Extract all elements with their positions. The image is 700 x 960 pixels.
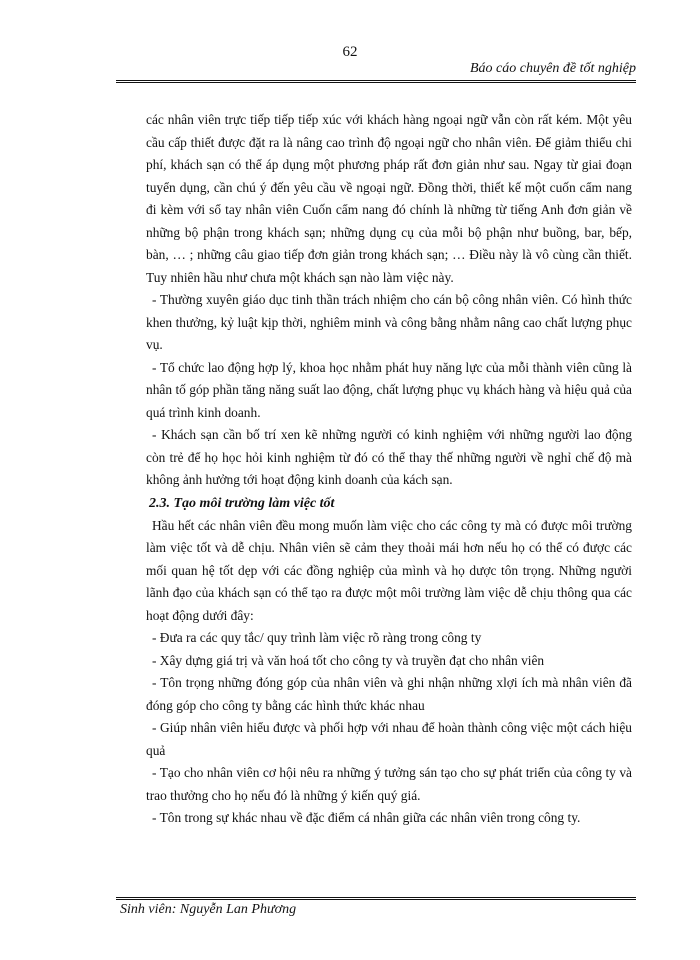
list-item: - Tạo cho nhân viên cơ hội nêu ra những ý tưởng sán tạo cho sự phát triển của công ty và trao thưởng cho họ nếu đó là những ý kiến quý giá. [146, 765, 632, 803]
list-item: - Tôn trong sự khác nhau về đặc điểm cá nhân giữa các nhân viên trong công ty. [152, 810, 581, 825]
list-item: - Tôn trọng những đóng góp của nhân viên và ghi nhận những xlợi ích mà nhân viên đã đóng góp cho công ty bằng các hình thức khác nhau [146, 675, 632, 713]
footer-rule [116, 897, 636, 900]
section-heading: 2.3. Tạo môi trường làm việc tốt [149, 495, 335, 511]
page-number: 62 [342, 44, 358, 60]
document-body [146, 109, 632, 830]
paragraph-foreign-language: các nhân viên trực tiếp tiếp tiếp xúc với khách hàng ngoại ngữ vẫn còn rất kém. Một yêu cầu cấp thiết được đặt ra là nâng cao trình độ ngoại ngữ cho nhân viên. Để giảm thiểu chi phí, khách sạn có thể áp dụng một phương pháp rất đơn giản như sau. Ngay từ giai đoạn tuyển dụng, cần chú ý đến yêu cầu về ngoại ngữ. Đồng thời, thiết kế một cuốn cẩm nang đi kèm với sổ tay nhân viên Cuốn cẩm nang đó chính là những từ tiếng Anh đơn giản về những bộ phận trong khách sạn; những dụng cụ của mỗi bộ phận như buồng, bar, bếp, bàn, … ; những câu giao tiếp đơn giản trong khách sạn; … Điều này là vô cùng cần thiết. Tuy nhiên hầu như chưa một khách sạn nào làm việc này. [146, 112, 632, 285]
header-title: Báo cáo chuyên đề tốt nghiệp [469, 61, 636, 76]
paragraph-experience-mix: - Khách sạn cần bố trí xen kẽ những người có kinh nghiệm với những người lao động còn trẻ để họ học hỏi kinh nghiệm từ đó có thể thay thế những người về nghỉ chế độ mà không ảnh hưởng tới hoạt động kinh doanh của kách sạn. [146, 427, 632, 487]
list-item: - Xây dựng giá trị và văn hoá tốt cho công ty và truyền đạt cho nhân viên [152, 652, 545, 668]
paragraph-labor-organization: - Tổ chức lao động hợp lý, khoa học nhằm phát huy năng lực của mỗi thành viên cũng là nhân tố góp phần tăng năng suất lao động, chất lượng phục vụ khách hàng và hiệu quả của quá trình kinh doanh. [146, 359, 632, 420]
header-rule [116, 80, 636, 83]
paragraph-work-environment: Hầu hết các nhân viên đều mong muốn làm việc cho các công ty mà có được môi trường làm việc tốt và dễ chịu. Nhân viên sẽ cảm they thoải mái hơn nếu họ có thể có được các mối quan hệ tốt dẹp với các đồng nghiệp của mình và họ dược tôn trọng. Những người lãnh đạo của khách sạn có thể tạo ra được một môi trường làm việc dễ chịu thông qua các hoạt động dưới đây: [146, 517, 632, 623]
list-item: - Giúp nhân viên hiểu được và phối hợp với nhau để hoàn thành công việc một cách hiệu quả [146, 720, 632, 758]
footer-student: Sinh viên: Nguyễn Lan Phương [120, 902, 297, 917]
list-item: - Đưa ra các quy tắc/ quy trình làm việc rõ ràng trong công ty [152, 630, 482, 645]
paragraph-responsibility: - Thường xuyên giáo dục tinh thần trách nhiệm cho cán bộ công nhân viên. Có hình thức khen thưởng, kỷ luật kịp thời, nghiêm minh và công bằng nhằm nâng cao chất lượng phục vụ. [146, 292, 632, 352]
